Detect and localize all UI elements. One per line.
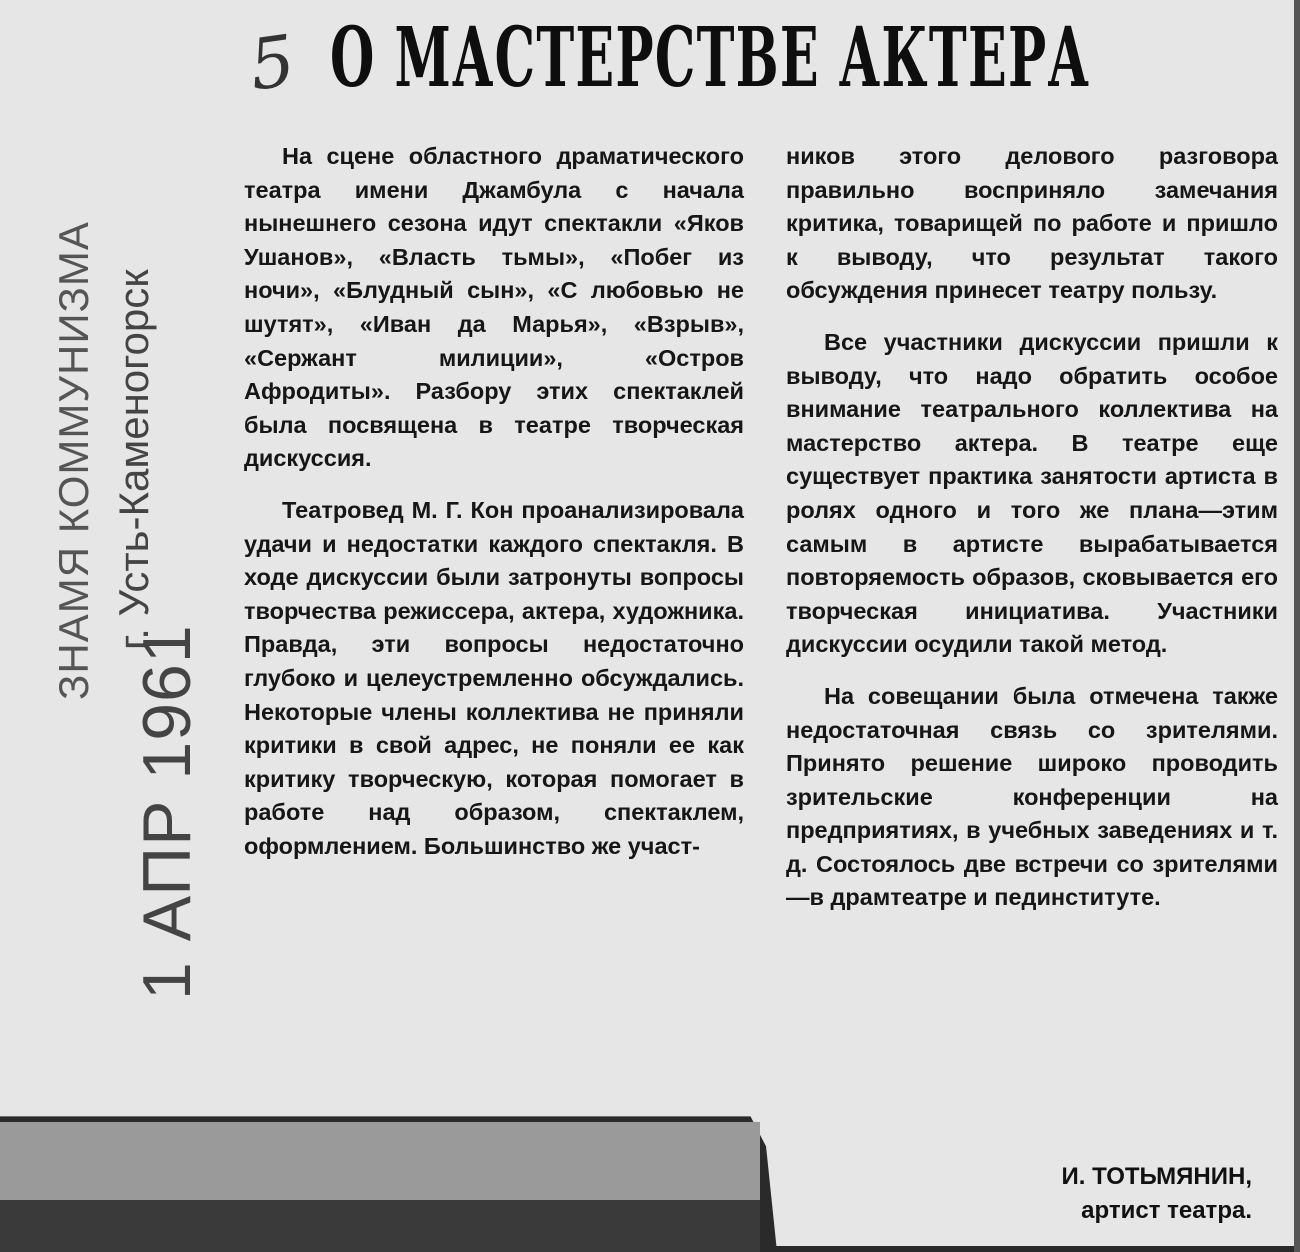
newspaper-stamp: ЗНАМЯ КОММУНИЗМА <box>50 221 97 700</box>
background-shadow <box>0 1200 760 1252</box>
author-signature <box>990 1160 1252 1228</box>
author-name: И. ТОТЬМЯНИН, <box>1061 1163 1252 1190</box>
date-stamp: 1 АПР 1961 <box>129 624 205 1000</box>
paragraph: На совещании была отмечена также недостаточная связь со зрителями. Принято решение широко проводить зрительские конференции на предприятиях, в учебных заведениях и т. д. Состоялось две встречи со зрителями—в драмтеатре и пединституте. <box>786 682 1278 911</box>
paragraph: Театровед М. Г. Кон проанализировала удачи и недостатки каждого спектакля. В ходе дискуссии были затронуты вопросы творчества режиссера, актера, художника. Правда, эти вопросы недостаточно глубоко и целеустремленно обсуждались. Некоторые члены коллектива не приняли критики в свой адрес, не поняли ее как критику творческую, которая помогает в работе над образом, спектаклем, оформлением. Большинство же участ- <box>244 496 744 859</box>
background-edge <box>1294 0 1300 1252</box>
handwritten-number: 5 <box>244 19 301 107</box>
author-title: артист театра. <box>1081 1197 1252 1224</box>
article-headline: О МАСТЕРСТВЕ АКТЕРА <box>330 10 1091 106</box>
city-stamp: г. Усть-Каменогорск <box>110 269 157 650</box>
paragraph: Все участники дискуссии пришли к выводу, что надо обратить особое внимание театрального коллектива на мастерство актера. В театре еще существует практика занятости артиста в ролях одного и того же плана—этим самым в артисте вырабатывается повторяемость образов, сковывается его творческая инициатива. Участники дискуссии осудили такой метод. <box>786 328 1278 658</box>
paragraph: ников этого делового разговора правильно восприняло замечания критика, товарищей по работе и пришло к выводу, что результат такого обсуждения принесет театру пользу. <box>786 143 1278 304</box>
article-column-right <box>786 140 1278 933</box>
paragraph: На сцене областного драматического театра имени Джамбула с начала нынешнего сезона идут спектакли «Яков Ушанов», «Власть тьмы», «Побег из ночи», «Блудный сын», «С любовью не шутят», «Иван да Марья», «Взрыв», «Сержант милиции», «Остров Афродиты». Разбору этих спектаклей была посвящена в театре творческая дискуссия. <box>244 143 744 472</box>
article-column-left <box>244 140 744 881</box>
